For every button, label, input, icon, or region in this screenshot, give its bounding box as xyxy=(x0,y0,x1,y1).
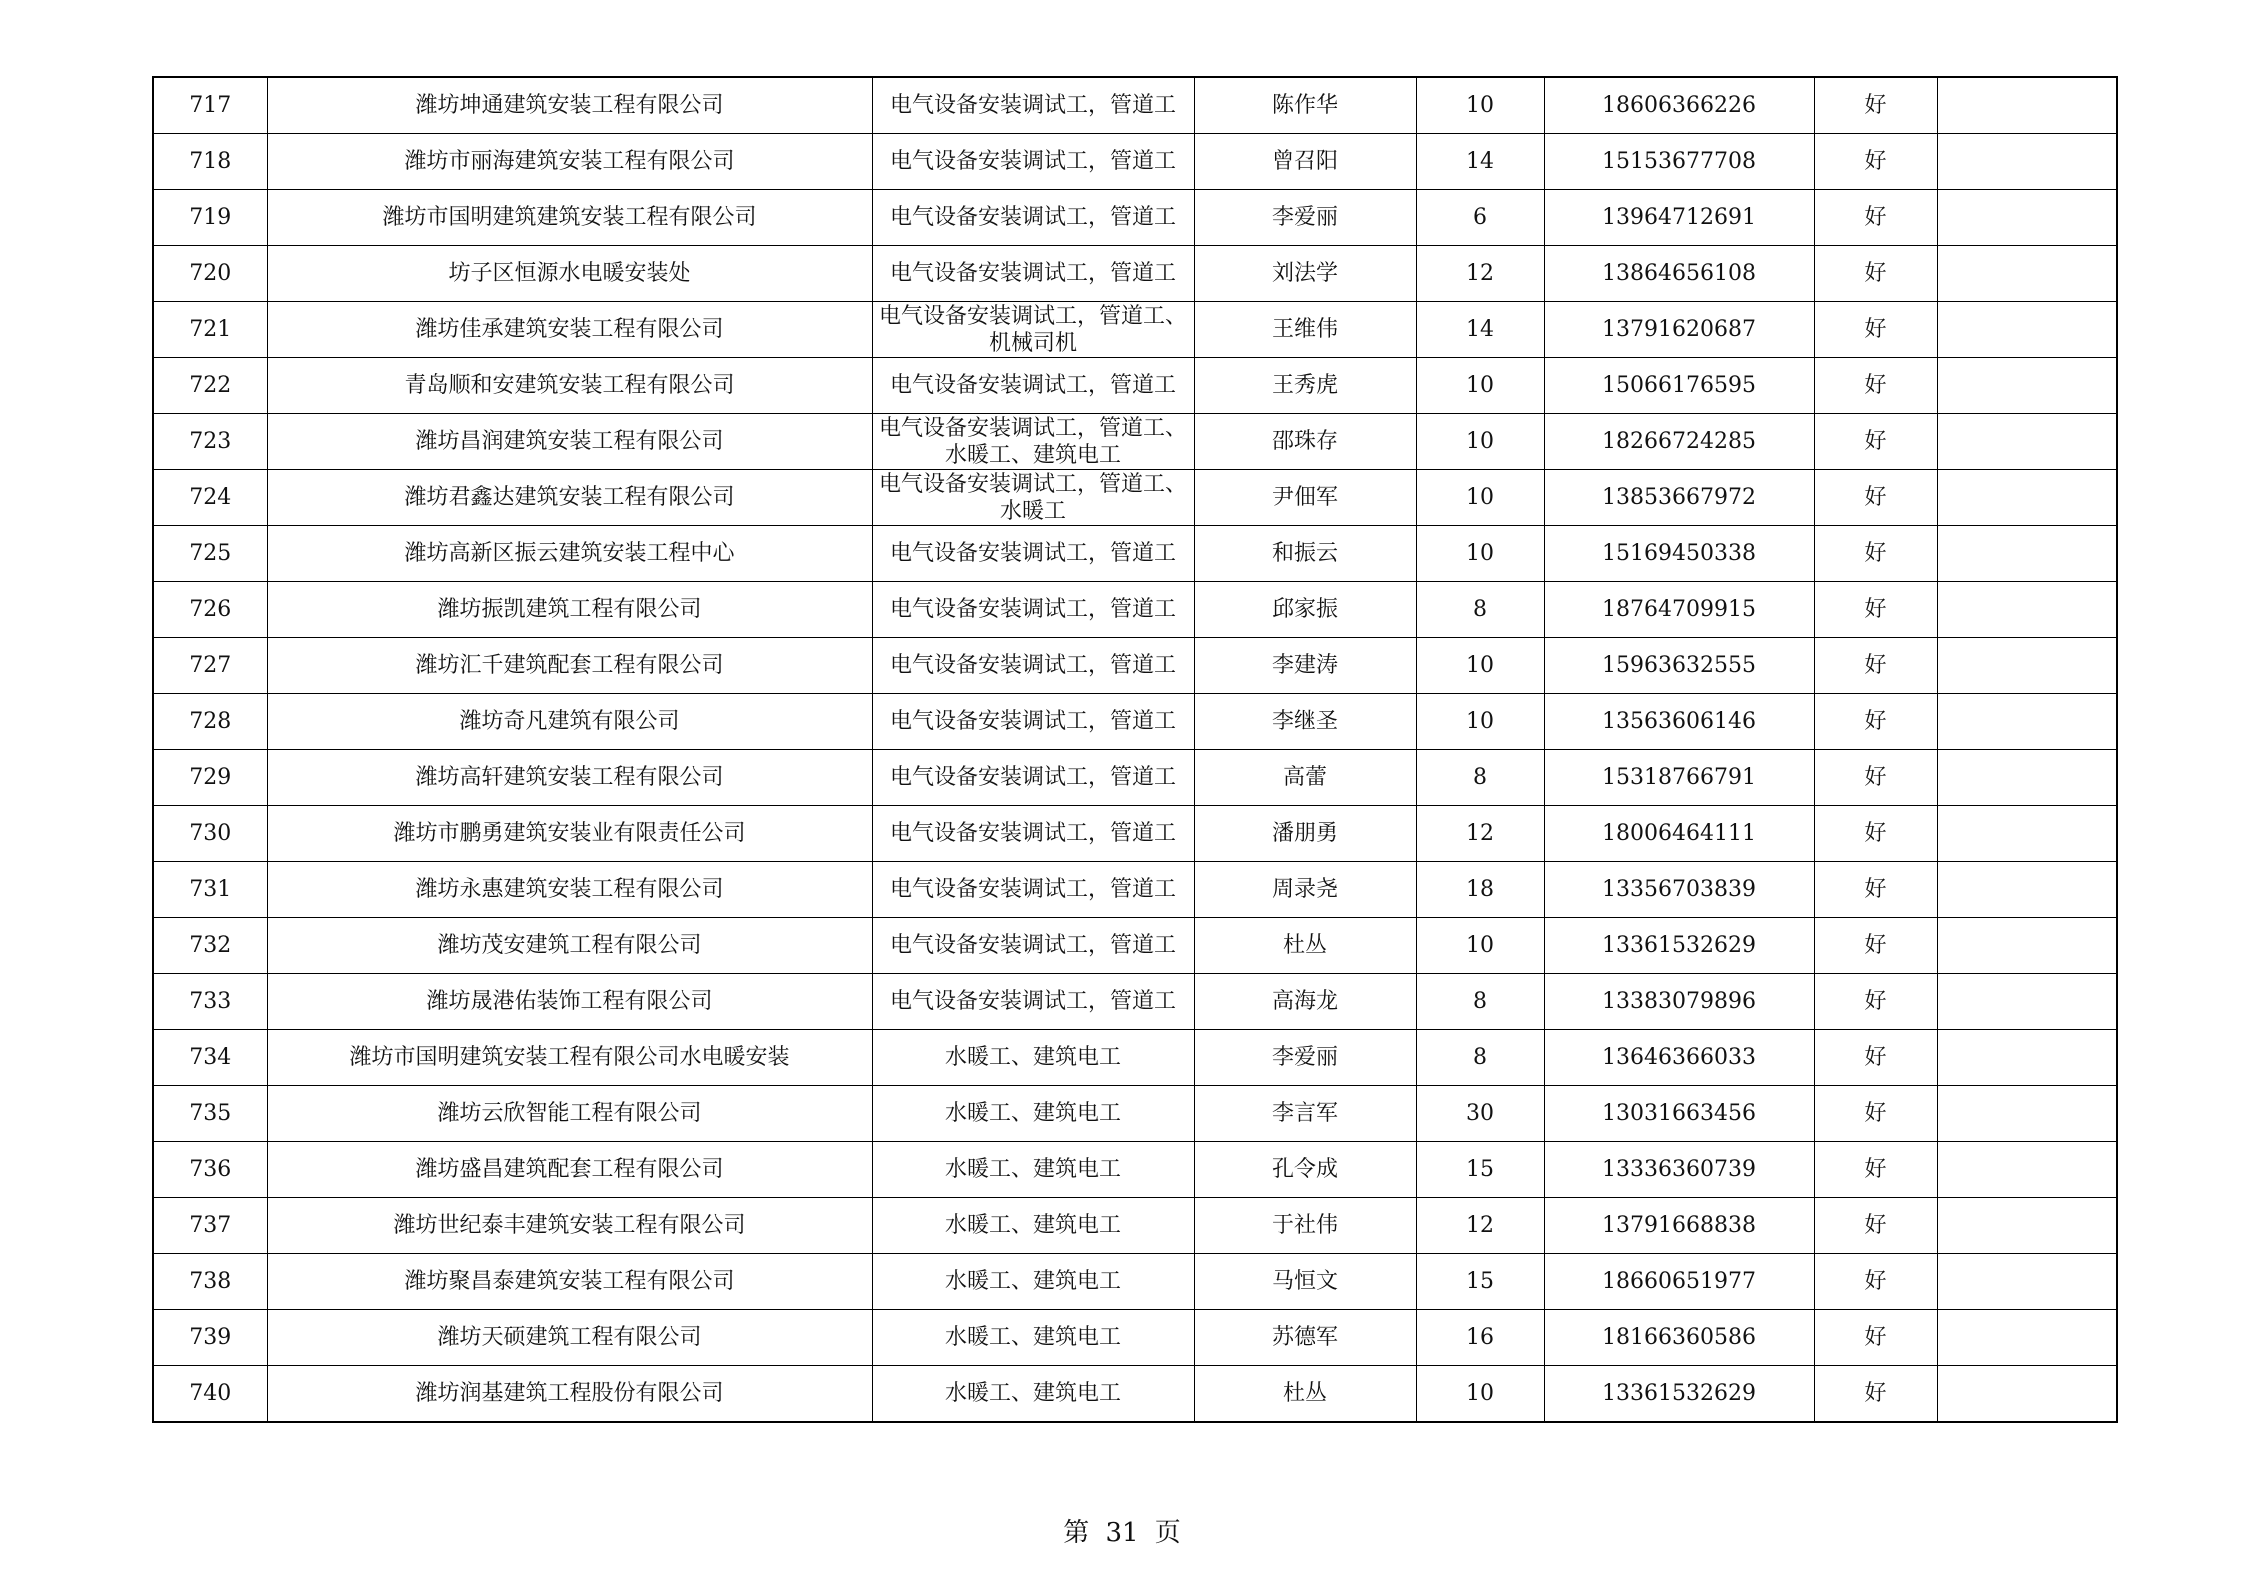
table-row xyxy=(153,134,2117,190)
table-row xyxy=(153,1030,2117,1086)
table-body xyxy=(153,77,2117,1422)
phone-cell: 13356703839 xyxy=(1544,862,1814,918)
trade-cell: 电气设备安装调试工，管道工 xyxy=(872,246,1194,302)
rating-cell: 好 xyxy=(1814,1310,1937,1366)
phone-cell: 13031663456 xyxy=(1544,1086,1814,1142)
remark-cell xyxy=(1937,1366,2117,1423)
phone-cell: 13361532629 xyxy=(1544,918,1814,974)
table-row xyxy=(153,918,2117,974)
rating-cell: 好 xyxy=(1814,134,1937,190)
row-number-cell: 731 xyxy=(153,862,267,918)
trade-cell: 电气设备安装调试工，管道工 xyxy=(872,974,1194,1030)
company-name-cell: 潍坊高新区振云建筑安装工程中心 xyxy=(267,526,872,582)
phone-cell: 15963632555 xyxy=(1544,638,1814,694)
trade-cell: 水暖工、建筑电工 xyxy=(872,1030,1194,1086)
contact-person-cell: 孔令成 xyxy=(1194,1142,1416,1198)
company-name-cell: 坊子区恒源水电暖安装处 xyxy=(267,246,872,302)
row-number-cell: 725 xyxy=(153,526,267,582)
rating-cell: 好 xyxy=(1814,302,1937,358)
rating-cell: 好 xyxy=(1814,1086,1937,1142)
headcount-cell: 8 xyxy=(1416,582,1544,638)
contact-person-cell: 李爱丽 xyxy=(1194,1030,1416,1086)
remark-cell xyxy=(1937,750,2117,806)
contact-person-cell: 邱家振 xyxy=(1194,582,1416,638)
phone-cell: 15169450338 xyxy=(1544,526,1814,582)
rating-cell: 好 xyxy=(1814,750,1937,806)
headcount-cell: 8 xyxy=(1416,1030,1544,1086)
phone-cell: 18764709915 xyxy=(1544,582,1814,638)
remark-cell xyxy=(1937,358,2117,414)
rating-cell: 好 xyxy=(1814,77,1937,134)
phone-cell: 15066176595 xyxy=(1544,358,1814,414)
company-name-cell: 潍坊云欣智能工程有限公司 xyxy=(267,1086,872,1142)
contact-person-cell: 高海龙 xyxy=(1194,974,1416,1030)
row-number-cell: 724 xyxy=(153,470,267,526)
table-row xyxy=(153,862,2117,918)
headcount-cell: 10 xyxy=(1416,694,1544,750)
company-name-cell: 潍坊市鹏勇建筑安装业有限责任公司 xyxy=(267,806,872,862)
table-row xyxy=(153,806,2117,862)
row-number-cell: 728 xyxy=(153,694,267,750)
headcount-cell: 10 xyxy=(1416,638,1544,694)
phone-cell: 18266724285 xyxy=(1544,414,1814,470)
rating-cell: 好 xyxy=(1814,526,1937,582)
rating-cell: 好 xyxy=(1814,638,1937,694)
company-name-cell: 潍坊盛昌建筑配套工程有限公司 xyxy=(267,1142,872,1198)
contact-person-cell: 王秀虎 xyxy=(1194,358,1416,414)
headcount-cell: 10 xyxy=(1416,470,1544,526)
trade-cell: 电气设备安装调试工，管道工 xyxy=(872,918,1194,974)
row-number-cell: 726 xyxy=(153,582,267,638)
headcount-cell: 15 xyxy=(1416,1142,1544,1198)
headcount-cell: 10 xyxy=(1416,414,1544,470)
remark-cell xyxy=(1937,302,2117,358)
headcount-cell: 10 xyxy=(1416,1366,1544,1423)
row-number-cell: 734 xyxy=(153,1030,267,1086)
rating-cell: 好 xyxy=(1814,974,1937,1030)
contact-person-cell: 李爱丽 xyxy=(1194,190,1416,246)
row-number-cell: 740 xyxy=(153,1366,267,1423)
company-name-cell: 潍坊佳承建筑安装工程有限公司 xyxy=(267,302,872,358)
trade-cell: 水暖工、建筑电工 xyxy=(872,1086,1194,1142)
remark-cell xyxy=(1937,862,2117,918)
phone-cell: 13853667972 xyxy=(1544,470,1814,526)
table-row xyxy=(153,526,2117,582)
trade-cell: 水暖工、建筑电工 xyxy=(872,1198,1194,1254)
trade-cell: 电气设备安装调试工，管道工 xyxy=(872,750,1194,806)
headcount-cell: 6 xyxy=(1416,190,1544,246)
contact-person-cell: 杜丛 xyxy=(1194,1366,1416,1423)
phone-cell: 15318766791 xyxy=(1544,750,1814,806)
rating-cell: 好 xyxy=(1814,1254,1937,1310)
table-row xyxy=(153,638,2117,694)
trade-cell: 电气设备安装调试工，管道工、机械司机 xyxy=(872,302,1194,358)
trade-cell: 电气设备安装调试工，管道工、水暖工、建筑电工 xyxy=(872,414,1194,470)
headcount-cell: 10 xyxy=(1416,358,1544,414)
headcount-cell: 12 xyxy=(1416,1198,1544,1254)
company-name-cell: 潍坊君鑫达建筑安装工程有限公司 xyxy=(267,470,872,526)
phone-cell: 18606366226 xyxy=(1544,77,1814,134)
contact-person-cell: 高蕾 xyxy=(1194,750,1416,806)
row-number-cell: 738 xyxy=(153,1254,267,1310)
rating-cell: 好 xyxy=(1814,582,1937,638)
contact-person-cell: 邵珠存 xyxy=(1194,414,1416,470)
row-number-cell: 721 xyxy=(153,302,267,358)
contact-person-cell: 杜丛 xyxy=(1194,918,1416,974)
remark-cell xyxy=(1937,1030,2117,1086)
table-row xyxy=(153,1366,2117,1423)
remark-cell xyxy=(1937,974,2117,1030)
contact-person-cell: 和振云 xyxy=(1194,526,1416,582)
rating-cell: 好 xyxy=(1814,246,1937,302)
headcount-cell: 8 xyxy=(1416,974,1544,1030)
table-row xyxy=(153,1198,2117,1254)
headcount-cell: 12 xyxy=(1416,246,1544,302)
trade-cell: 电气设备安装调试工，管道工、水暖工 xyxy=(872,470,1194,526)
trade-cell: 水暖工、建筑电工 xyxy=(872,1142,1194,1198)
trade-cell: 水暖工、建筑电工 xyxy=(872,1310,1194,1366)
row-number-cell: 723 xyxy=(153,414,267,470)
company-name-cell: 潍坊晟港佑装饰工程有限公司 xyxy=(267,974,872,1030)
rating-cell: 好 xyxy=(1814,806,1937,862)
phone-cell: 13964712691 xyxy=(1544,190,1814,246)
contact-person-cell: 于社伟 xyxy=(1194,1198,1416,1254)
remark-cell xyxy=(1937,190,2117,246)
company-name-cell: 潍坊市国明建筑安装工程有限公司水电暖安装 xyxy=(267,1030,872,1086)
table-row xyxy=(153,974,2117,1030)
row-number-cell: 736 xyxy=(153,1142,267,1198)
headcount-cell: 8 xyxy=(1416,750,1544,806)
remark-cell xyxy=(1937,1310,2117,1366)
trade-cell: 电气设备安装调试工，管道工 xyxy=(872,638,1194,694)
contact-person-cell: 尹佃军 xyxy=(1194,470,1416,526)
company-name-cell: 潍坊汇千建筑配套工程有限公司 xyxy=(267,638,872,694)
headcount-cell: 14 xyxy=(1416,134,1544,190)
contact-person-cell: 李建涛 xyxy=(1194,638,1416,694)
contact-person-cell: 苏德军 xyxy=(1194,1310,1416,1366)
rating-cell: 好 xyxy=(1814,918,1937,974)
headcount-cell: 15 xyxy=(1416,1254,1544,1310)
contact-person-cell: 李继圣 xyxy=(1194,694,1416,750)
trade-cell: 电气设备安装调试工，管道工 xyxy=(872,77,1194,134)
contractor-table xyxy=(152,76,2118,1423)
trade-cell: 电气设备安装调试工，管道工 xyxy=(872,190,1194,246)
phone-cell: 13864656108 xyxy=(1544,246,1814,302)
trade-cell: 电气设备安装调试工，管道工 xyxy=(872,806,1194,862)
company-name-cell: 青岛顺和安建筑安装工程有限公司 xyxy=(267,358,872,414)
company-name-cell: 潍坊市丽海建筑安装工程有限公司 xyxy=(267,134,872,190)
rating-cell: 好 xyxy=(1814,358,1937,414)
remark-cell xyxy=(1937,806,2117,862)
remark-cell xyxy=(1937,1086,2117,1142)
company-name-cell: 潍坊振凯建筑工程有限公司 xyxy=(267,582,872,638)
phone-cell: 18006464111 xyxy=(1544,806,1814,862)
phone-cell: 13383079896 xyxy=(1544,974,1814,1030)
row-number-cell: 732 xyxy=(153,918,267,974)
rating-cell: 好 xyxy=(1814,1030,1937,1086)
contact-person-cell: 曾召阳 xyxy=(1194,134,1416,190)
remark-cell xyxy=(1937,694,2117,750)
rating-cell: 好 xyxy=(1814,1366,1937,1423)
trade-cell: 水暖工、建筑电工 xyxy=(872,1366,1194,1423)
row-number-cell: 719 xyxy=(153,190,267,246)
row-number-cell: 720 xyxy=(153,246,267,302)
page-number: 第 31 页 xyxy=(1063,1518,1181,1548)
remark-cell xyxy=(1937,638,2117,694)
company-name-cell: 潍坊坤通建筑安装工程有限公司 xyxy=(267,77,872,134)
trade-cell: 电气设备安装调试工，管道工 xyxy=(872,526,1194,582)
trade-cell: 电气设备安装调试工，管道工 xyxy=(872,134,1194,190)
trade-cell: 电气设备安装调试工，管道工 xyxy=(872,358,1194,414)
company-name-cell: 潍坊奇凡建筑有限公司 xyxy=(267,694,872,750)
rating-cell: 好 xyxy=(1814,470,1937,526)
headcount-cell: 10 xyxy=(1416,77,1544,134)
phone-cell: 13336360739 xyxy=(1544,1142,1814,1198)
headcount-cell: 12 xyxy=(1416,806,1544,862)
phone-cell: 13646366033 xyxy=(1544,1030,1814,1086)
headcount-cell: 10 xyxy=(1416,918,1544,974)
row-number-cell: 730 xyxy=(153,806,267,862)
remark-cell xyxy=(1937,77,2117,134)
rating-cell: 好 xyxy=(1814,1142,1937,1198)
trade-cell: 电气设备安装调试工，管道工 xyxy=(872,862,1194,918)
table-row xyxy=(153,358,2117,414)
remark-cell xyxy=(1937,414,2117,470)
contact-person-cell: 潘朋勇 xyxy=(1194,806,1416,862)
row-number-cell: 729 xyxy=(153,750,267,806)
remark-cell xyxy=(1937,246,2117,302)
row-number-cell: 717 xyxy=(153,77,267,134)
contact-person-cell: 王维伟 xyxy=(1194,302,1416,358)
remark-cell xyxy=(1937,134,2117,190)
company-name-cell: 潍坊天硕建筑工程有限公司 xyxy=(267,1310,872,1366)
phone-cell: 15153677708 xyxy=(1544,134,1814,190)
table-row xyxy=(153,77,2117,134)
table-row xyxy=(153,1142,2117,1198)
table-row xyxy=(153,1310,2117,1366)
company-name-cell: 潍坊润基建筑工程股份有限公司 xyxy=(267,1366,872,1423)
table-row xyxy=(153,694,2117,750)
remark-cell xyxy=(1937,918,2117,974)
rating-cell: 好 xyxy=(1814,694,1937,750)
phone-cell: 13361532629 xyxy=(1544,1366,1814,1423)
contact-person-cell: 周录尧 xyxy=(1194,862,1416,918)
contact-person-cell: 李言军 xyxy=(1194,1086,1416,1142)
remark-cell xyxy=(1937,582,2117,638)
rating-cell: 好 xyxy=(1814,414,1937,470)
company-name-cell: 潍坊世纪泰丰建筑安装工程有限公司 xyxy=(267,1198,872,1254)
rating-cell: 好 xyxy=(1814,862,1937,918)
company-name-cell: 潍坊茂安建筑工程有限公司 xyxy=(267,918,872,974)
headcount-cell: 10 xyxy=(1416,526,1544,582)
company-name-cell: 潍坊高轩建筑安装工程有限公司 xyxy=(267,750,872,806)
phone-cell: 13563606146 xyxy=(1544,694,1814,750)
remark-cell xyxy=(1937,526,2117,582)
table-row xyxy=(153,1086,2117,1142)
table-row xyxy=(153,1254,2117,1310)
rating-cell: 好 xyxy=(1814,190,1937,246)
trade-cell: 水暖工、建筑电工 xyxy=(872,1254,1194,1310)
table-row xyxy=(153,470,2117,526)
company-name-cell: 潍坊永惠建筑安装工程有限公司 xyxy=(267,862,872,918)
headcount-cell: 18 xyxy=(1416,862,1544,918)
phone-cell: 13791668838 xyxy=(1544,1198,1814,1254)
rating-cell: 好 xyxy=(1814,1198,1937,1254)
headcount-cell: 14 xyxy=(1416,302,1544,358)
phone-cell: 13791620687 xyxy=(1544,302,1814,358)
remark-cell xyxy=(1937,1198,2117,1254)
row-number-cell: 722 xyxy=(153,358,267,414)
row-number-cell: 733 xyxy=(153,974,267,1030)
phone-cell: 18166360586 xyxy=(1544,1310,1814,1366)
company-name-cell: 潍坊聚昌泰建筑安装工程有限公司 xyxy=(267,1254,872,1310)
contact-person-cell: 马恒文 xyxy=(1194,1254,1416,1310)
row-number-cell: 737 xyxy=(153,1198,267,1254)
contact-person-cell: 陈作华 xyxy=(1194,77,1416,134)
headcount-cell: 30 xyxy=(1416,1086,1544,1142)
table-row xyxy=(153,190,2117,246)
table-row xyxy=(153,414,2117,470)
remark-cell xyxy=(1937,470,2117,526)
row-number-cell: 735 xyxy=(153,1086,267,1142)
table-row xyxy=(153,582,2117,638)
row-number-cell: 727 xyxy=(153,638,267,694)
row-number-cell: 739 xyxy=(153,1310,267,1366)
table-row xyxy=(153,246,2117,302)
table-row xyxy=(153,302,2117,358)
company-name-cell: 潍坊昌润建筑安装工程有限公司 xyxy=(267,414,872,470)
table-row xyxy=(153,750,2117,806)
headcount-cell: 16 xyxy=(1416,1310,1544,1366)
company-name-cell: 潍坊市国明建筑建筑安装工程有限公司 xyxy=(267,190,872,246)
phone-cell: 18660651977 xyxy=(1544,1254,1814,1310)
remark-cell xyxy=(1937,1142,2117,1198)
contact-person-cell: 刘法学 xyxy=(1194,246,1416,302)
trade-cell: 电气设备安装调试工，管道工 xyxy=(872,582,1194,638)
remark-cell xyxy=(1937,1254,2117,1310)
trade-cell: 电气设备安装调试工，管道工 xyxy=(872,694,1194,750)
row-number-cell: 718 xyxy=(153,134,267,190)
